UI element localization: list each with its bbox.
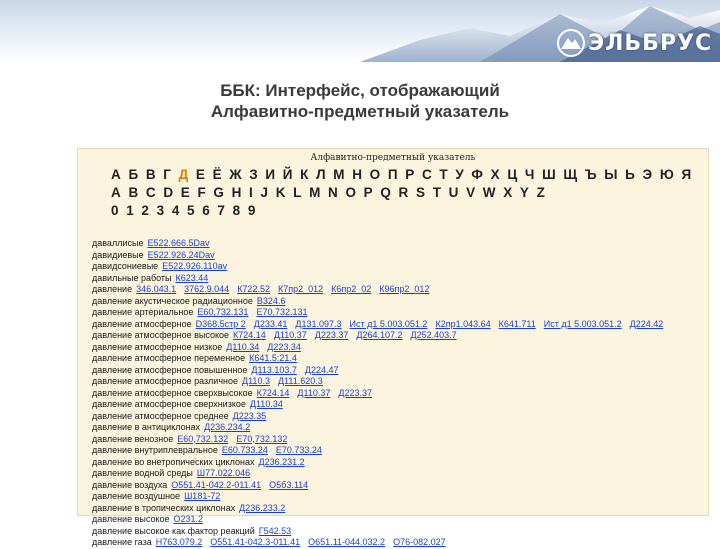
- cyrillic-letter-link[interactable]: Ж: [229, 167, 243, 182]
- entry-term: давление атмосферное переменное: [92, 353, 246, 363]
- classification-code-link[interactable]: К96пр2_012: [379, 284, 430, 294]
- cyrillic-letter-link[interactable]: Г: [163, 167, 172, 182]
- digit-link[interactable]: 4: [171, 203, 180, 218]
- classification-code-link[interactable]: К641.5:21.4: [249, 353, 297, 363]
- entry-term: давление газа: [92, 537, 152, 547]
- latin-letter-link[interactable]: E: [180, 185, 191, 200]
- classification-code-link[interactable]: Е70,732.131: [256, 307, 308, 317]
- cyrillic-letter-link[interactable]: Р: [405, 167, 415, 182]
- cyrillic-letter-link[interactable]: Ш: [542, 167, 557, 182]
- elbrus-logo: [556, 28, 712, 58]
- header-banner: [0, 0, 720, 62]
- latin-letter-bar: [111, 185, 553, 200]
- entry-term: давление атмосферное высокое: [92, 330, 230, 340]
- digit-bar: [111, 203, 263, 218]
- latin-letter-link[interactable]: F: [197, 185, 207, 200]
- classification-code-link[interactable]: Е60,732.131: [197, 307, 249, 317]
- cyrillic-letter-link[interactable]: Ь: [625, 167, 636, 182]
- classification-code-link[interactable]: Д224.42: [629, 318, 664, 329]
- latin-letter-link[interactable]: X: [503, 185, 513, 200]
- digit-link[interactable]: 6: [202, 203, 211, 218]
- entry-term: давление внутриплевральное: [92, 445, 218, 455]
- latin-letter-link[interactable]: D: [163, 185, 174, 200]
- latin-letter-link[interactable]: A: [111, 185, 122, 200]
- latin-letter-link[interactable]: I: [249, 185, 254, 200]
- entry-term: давидсониевые: [92, 261, 159, 271]
- classification-code-link[interactable]: Д264.107.2: [356, 330, 403, 340]
- entry-term: даваллисые: [92, 238, 144, 248]
- index-entry: [92, 422, 704, 434]
- classification-code-link[interactable]: Д110.34: [226, 341, 260, 352]
- latin-letter-link[interactable]: R: [398, 185, 409, 200]
- latin-letter-link[interactable]: C: [145, 185, 157, 200]
- cyrillic-letter-link[interactable]: Ч: [524, 167, 535, 182]
- index-entry: [92, 411, 704, 423]
- classification-code-link[interactable]: Д131.097.3: [295, 318, 342, 329]
- cyrillic-letter-link[interactable]: Л: [316, 167, 327, 182]
- classification-code-link[interactable]: Д223.37: [338, 387, 372, 398]
- index-entry: [92, 342, 704, 354]
- classification-code-link[interactable]: К7пр2_012: [277, 284, 324, 294]
- classification-code-link[interactable]: Д233.41: [253, 318, 288, 329]
- classification-code-link[interactable]: Ш181-72: [184, 491, 221, 501]
- cyrillic-letter-link[interactable]: И: [265, 167, 276, 182]
- index-entry: [92, 307, 704, 319]
- latin-letter-link[interactable]: V: [466, 185, 476, 200]
- classification-code-link[interactable]: Е60,732.132: [177, 433, 229, 444]
- classification-code-link[interactable]: Д252.403.7: [410, 330, 457, 340]
- digit-link[interactable]: 0: [111, 203, 120, 218]
- classification-code-link[interactable]: К623.44: [175, 272, 209, 283]
- cyrillic-letter-link[interactable]: Ъ: [584, 167, 598, 182]
- classification-code-link[interactable]: Е60.733.24: [221, 445, 268, 455]
- classification-code-link[interactable]: Д236.233.2: [239, 502, 286, 513]
- entry-term: давление атмосферное низкое: [92, 341, 223, 352]
- cyrillic-letter-link[interactable]: М: [333, 167, 346, 182]
- classification-code-link[interactable]: Д223.34: [267, 341, 301, 352]
- classification-code-link[interactable]: О551.41-042.3-011.41: [210, 537, 301, 547]
- classification-code-link[interactable]: D368.5стр 2: [195, 318, 246, 329]
- classification-code-link[interactable]: Ист д1 5.003.051.2: [543, 318, 622, 329]
- classification-code-link[interactable]: Е70,732.132: [236, 433, 288, 444]
- entry-term: давление в антициклонах: [92, 422, 201, 432]
- classification-code-link[interactable]: 3762.9.044: [184, 284, 230, 294]
- latin-letter-link[interactable]: N: [328, 185, 339, 200]
- index-entry: [92, 399, 704, 411]
- index-entry: [92, 330, 704, 342]
- entry-term: давление воздушное: [92, 491, 181, 501]
- entry-term: давление атмосферное различное: [92, 376, 238, 386]
- entry-term: давление венозное: [92, 433, 174, 444]
- classification-code-link[interactable]: Н763.079.2: [155, 537, 203, 547]
- classification-code-link[interactable]: Д110.3: [242, 376, 270, 386]
- cyrillic-letter-link[interactable]: Щ: [563, 167, 578, 182]
- cyrillic-letter-link[interactable]: Й: [282, 167, 293, 182]
- classification-code-link[interactable]: О231.2: [173, 514, 204, 524]
- classification-code-link[interactable]: Ш77.022.046: [196, 468, 251, 478]
- latin-letter-link[interactable]: G: [213, 185, 225, 200]
- classification-code-link[interactable]: Д110.37: [273, 330, 307, 340]
- classification-code-link[interactable]: К722.52: [237, 284, 270, 294]
- classification-code-link[interactable]: О551.41-042.2-011.41: [171, 479, 262, 490]
- classification-code-link[interactable]: Д110.37: [297, 387, 331, 398]
- index-entry: [92, 434, 704, 446]
- entry-term: давление акустическое радиационное: [92, 295, 253, 306]
- digit-link[interactable]: 8: [232, 203, 241, 218]
- cyrillic-letter-link[interactable]: Б: [128, 167, 139, 182]
- classification-code-link[interactable]: О651.11-044.032.2: [308, 537, 386, 547]
- index-entry: [92, 284, 704, 296]
- latin-letter-link[interactable]: S: [415, 185, 426, 200]
- classification-code-link[interactable]: Д224.47: [304, 364, 339, 375]
- index-entry: [92, 250, 704, 262]
- latin-letter-link[interactable]: T: [432, 185, 442, 200]
- classification-code-link[interactable]: К6пр2_02: [331, 284, 372, 294]
- entry-term: давление атмосферное сверхнизкое: [92, 399, 246, 409]
- entry-term: давление водной среды: [92, 468, 193, 478]
- classification-code-link[interactable]: Д111.620.3: [277, 376, 323, 386]
- classification-code-link[interactable]: Д223.35: [232, 410, 267, 421]
- index-entry: [92, 261, 704, 273]
- digit-link[interactable]: 7: [217, 203, 226, 218]
- cyrillic-letter-link[interactable]: Ц: [507, 167, 518, 182]
- entry-term: давление воздуха: [92, 479, 168, 490]
- cyrillic-letter-link[interactable]: Н: [352, 167, 363, 182]
- logo-mountain-icon: [556, 28, 586, 58]
- classification-code-link[interactable]: К2пр1.043.64: [435, 318, 491, 329]
- entry-term: давление атмосферное сверхвысокое: [92, 387, 253, 398]
- classification-code-link[interactable]: Д236.231.2: [258, 456, 305, 467]
- cyrillic-letter-link[interactable]: П: [387, 167, 399, 182]
- cyrillic-letter-link[interactable]: Д: [178, 167, 189, 182]
- latin-letter-link[interactable]: U: [448, 185, 459, 200]
- index-entry: [92, 514, 704, 526]
- latin-letter-link[interactable]: M: [309, 185, 321, 200]
- index-entry: [92, 480, 704, 492]
- slide-title: [0, 80, 720, 122]
- slide-title-line1: ББК: Интерфейс, отображающий: [220, 81, 500, 100]
- cyrillic-letter-link[interactable]: У: [455, 167, 465, 182]
- index-entry: [92, 503, 704, 515]
- entry-term: давление во внетропических циклонах: [92, 456, 255, 467]
- classification-code-link[interactable]: Д113.103.7: [251, 364, 297, 375]
- digit-link[interactable]: 5: [187, 203, 196, 218]
- index-entry: [92, 353, 704, 365]
- entry-term: давление: [92, 284, 133, 294]
- latin-letter-link[interactable]: H: [231, 185, 242, 200]
- latin-letter-link[interactable]: W: [482, 185, 497, 200]
- classification-code-link[interactable]: К724.14: [256, 387, 290, 398]
- index-entry: [92, 319, 704, 331]
- classification-code-link[interactable]: 346.043.1: [136, 284, 177, 294]
- classification-code-link[interactable]: Е70.733.24: [275, 445, 322, 455]
- digit-link[interactable]: 2: [141, 203, 150, 218]
- index-entry: [92, 376, 704, 388]
- classification-code-link[interactable]: О76-082.027: [393, 537, 446, 547]
- index-entry: [92, 388, 704, 400]
- entry-term: давление высокое: [92, 514, 170, 524]
- classification-code-link[interactable]: К724.14: [233, 330, 266, 340]
- cyrillic-letter-link[interactable]: В: [145, 167, 157, 182]
- index-entry-list: [92, 238, 704, 549]
- cyrillic-letter-link[interactable]: Я: [681, 167, 692, 182]
- entry-term: давильные работы: [92, 272, 172, 283]
- index-entry: [92, 365, 704, 377]
- cyrillic-letter-link[interactable]: З: [249, 167, 259, 182]
- classification-code-link[interactable]: Д236.234.2: [204, 422, 251, 432]
- latin-letter-link[interactable]: O: [345, 185, 357, 200]
- latin-letter-link[interactable]: Z: [536, 185, 546, 200]
- index-title: Алфавитно-предметный указатель: [310, 153, 476, 163]
- index-entry: [92, 491, 704, 503]
- cyrillic-letter-link[interactable]: Ы: [604, 167, 618, 182]
- digit-link[interactable]: 9: [247, 203, 256, 218]
- index-entry: [92, 238, 704, 250]
- classification-code-link[interactable]: Е522.926.24Dav: [147, 249, 215, 260]
- cyrillic-letter-link[interactable]: Э: [642, 167, 653, 182]
- classification-code-link[interactable]: Ист д1 5.003.051.2: [349, 318, 428, 329]
- latin-letter-link[interactable]: Q: [380, 185, 392, 200]
- index-entry: [92, 273, 704, 285]
- entry-term: давление атмосферное: [92, 318, 192, 329]
- classification-code-link[interactable]: К641.711: [498, 318, 536, 329]
- slide-title-line2: Алфавитно-предметный указатель: [210, 102, 510, 121]
- cyrillic-letter-link[interactable]: С: [421, 167, 433, 182]
- entry-term: давление атмосферное повышенное: [92, 364, 248, 375]
- cyrillic-letter-link[interactable]: Ю: [659, 167, 675, 182]
- index-entry: [92, 526, 704, 538]
- index-entry: [92, 445, 704, 457]
- classification-code-link[interactable]: О5б3.114: [269, 479, 309, 490]
- index-entry: [92, 296, 704, 308]
- classification-code-link[interactable]: Д110.34: [249, 399, 283, 409]
- latin-letter-link[interactable]: Y: [519, 185, 530, 200]
- latin-letter-link[interactable]: J: [260, 185, 269, 200]
- latin-letter-link[interactable]: L: [293, 185, 302, 200]
- classification-code-link[interactable]: Г542.53: [258, 525, 292, 536]
- cyrillic-letter-link[interactable]: Ё: [212, 167, 223, 182]
- index-entry: [92, 537, 704, 549]
- entry-term: давление высокое как фактор реакций: [92, 525, 255, 536]
- latin-letter-link[interactable]: B: [128, 185, 139, 200]
- latin-letter-link[interactable]: P: [363, 185, 374, 200]
- digit-link[interactable]: 1: [126, 203, 135, 218]
- digit-link[interactable]: 3: [156, 203, 165, 218]
- cyrillic-letter-link[interactable]: Т: [439, 167, 449, 182]
- entry-term: давидиевые: [92, 249, 144, 260]
- entry-term: давление атмосферное среднее: [92, 410, 229, 421]
- cyrillic-letter-link[interactable]: К: [300, 167, 309, 182]
- index-screenshot-panel: [77, 148, 709, 547]
- classification-code-link[interactable]: Е522.666.5Dav: [147, 238, 210, 248]
- classification-code-link[interactable]: Д223.37: [314, 330, 349, 340]
- entry-term: давление в тропических циклонах: [92, 502, 236, 513]
- cyrillic-letter-bar: [111, 167, 699, 182]
- logo-text: ЭЛЬБРУС: [588, 30, 713, 56]
- index-entry: [92, 457, 704, 469]
- cyrillic-letter-link[interactable]: Е: [195, 167, 206, 182]
- latin-letter-link[interactable]: K: [275, 185, 286, 200]
- index-entry: [92, 468, 704, 480]
- cyrillic-letter-link[interactable]: Х: [490, 167, 501, 182]
- entry-term: давление артериальное: [92, 307, 194, 317]
- classification-code-link[interactable]: В324.6: [256, 295, 286, 306]
- cyrillic-letter-link[interactable]: Ф: [471, 167, 484, 182]
- cyrillic-letter-link[interactable]: А: [111, 167, 122, 182]
- classification-code-link[interactable]: Е522.926.110av: [162, 261, 228, 271]
- cyrillic-letter-link[interactable]: О: [369, 167, 381, 182]
